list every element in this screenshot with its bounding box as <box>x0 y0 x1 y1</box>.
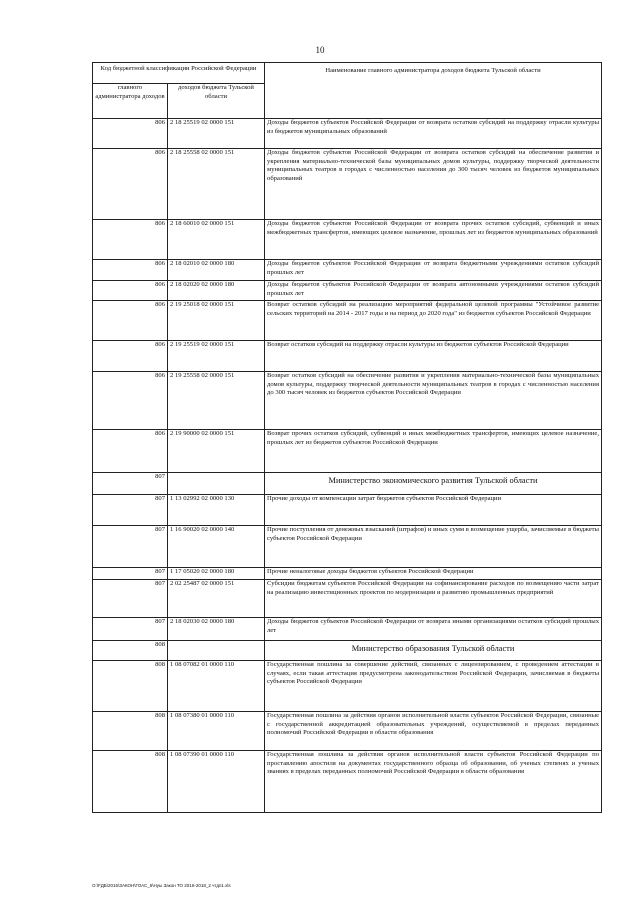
revenue-code-cell: 1 08 07380 01 0000 110 <box>168 712 265 751</box>
admin-code-cell: 806 <box>93 372 168 430</box>
table-row <box>93 618 602 641</box>
revenue-code-cell: 2 02 25487 02 0000 151 <box>168 580 265 618</box>
table-row <box>93 751 602 813</box>
revenue-name-cell: Прочие неналоговые доходы бюджетов субъектов Российской Федерации <box>265 568 602 580</box>
admin-code-cell: 807 <box>93 568 168 580</box>
table-row <box>93 580 602 618</box>
revenue-code-cell: 2 19 25018 02 0000 151 <box>168 301 265 341</box>
header-code: Код бюджетной классификации Российской Федерации <box>93 63 265 84</box>
revenue-code-cell: 1 13 02992 02 0000 130 <box>168 495 265 526</box>
table-row <box>93 220 602 260</box>
admin-code-cell: 806 <box>93 119 168 149</box>
admin-code-cell: 808 <box>93 641 168 661</box>
admin-code-cell: 807 <box>93 580 168 618</box>
admin-code-cell: 806 <box>93 220 168 260</box>
table-row <box>93 372 602 430</box>
admin-code-cell: 807 <box>93 495 168 526</box>
revenue-name-cell: Возврат прочих остатков субсидий, субвенций и иных межбюджетных трансфертов, имеющих целевое назначение, прошлых лет из бюджетов субъектов Российской Федерации <box>265 430 602 473</box>
revenue-name-cell: Доходы бюджетов субъектов Российской Федерации от возврата остатков субсидий на обеспечение развития и укрепления материально-технической базы муниципальных домов культуры, поддержку творческой деятельности муниципальных театров в городах с численностью населения до 300 тысяч человек из бюджетов муниципальных образований <box>265 149 602 220</box>
revenue-name-cell: Доходы бюджетов субъектов Российской Федерации от возврата остатков субсидий на поддержку отрасли культуры из бюджетов муниципальных образований <box>265 119 602 149</box>
revenue-name-cell: Прочие поступления от денежных взысканий (штрафов) и иных сумм в возмещение ущерба, зачисляемые в бюджеты субъектов Российской Федерации <box>265 526 602 568</box>
header-admin: главного администратора доходов <box>93 84 168 119</box>
admin-code-cell: 806 <box>93 260 168 281</box>
table-row <box>93 341 602 372</box>
revenue-name-cell: Министерство экономического развития Тульской области <box>265 473 602 495</box>
section-row <box>93 641 602 661</box>
table-row <box>93 301 602 341</box>
admin-code-cell: 806 <box>93 281 168 301</box>
admin-code-cell: 808 <box>93 661 168 712</box>
table-row <box>93 119 602 149</box>
revenue-code-cell: 2 19 25519 02 0000 151 <box>168 341 265 372</box>
table-row <box>93 568 602 580</box>
revenue-code-cell: 1 17 05020 02 0000 180 <box>168 568 265 580</box>
revenue-code-cell <box>168 641 265 661</box>
admin-code-cell: 806 <box>93 301 168 341</box>
revenue-name-cell: Доходы бюджетов субъектов Российской Федерации от возврата автономными учреждениями остатков субсидий прошлых лет <box>265 281 602 301</box>
admin-code-cell: 808 <box>93 712 168 751</box>
table-row <box>93 495 602 526</box>
revenue-code-cell: 2 18 02010 02 0000 180 <box>168 260 265 281</box>
admin-code-cell: 806 <box>93 149 168 220</box>
revenue-code-cell <box>168 473 265 495</box>
revenue-name-cell: Возврат остатков субсидий на поддержку отрасли культуры из бюджетов субъектов Российской Федерации <box>265 341 602 372</box>
revenue-code-cell: 1 08 07390 01 0000 110 <box>168 751 265 813</box>
revenue-code-cell: 2 18 60010 02 0000 151 <box>168 220 265 260</box>
revenue-code-cell: 2 19 25558 02 0000 151 <box>168 372 265 430</box>
admin-code-cell: 806 <box>93 430 168 473</box>
table-row <box>93 526 602 568</box>
table-row <box>93 430 602 473</box>
revenue-name-cell: Доходы бюджетов субъектов Российской Федерации от возврата бюджетными учреждениями остатков субсидий прошлых лет <box>265 260 602 281</box>
admin-code-cell: 807 <box>93 526 168 568</box>
table-row <box>93 281 602 301</box>
revenue-name-cell: Возврат остатков субсидий на обеспечение развития и укрепления материально-технической базы муниципальных домов культуры, поддержку творческой деятельности муниципальных театров в городах с численностью населения до 300 тысяч человек из бюджетов субъектов Российской Федерации <box>265 372 602 430</box>
admin-code-cell: 807 <box>93 473 168 495</box>
revenue-code-cell: 2 19 90000 02 0000 151 <box>168 430 265 473</box>
revenue-name-cell: Министерство образования Тульской области <box>265 641 602 661</box>
revenue-code-cell: 1 08 07082 01 0000 110 <box>168 661 265 712</box>
revenue-name-cell: Государственная пошлина за совершение действий, связанных с лицензированием, с проведением аттестации в случаях, если такая аттестация предусмотрена законодательством Российской Федерации, зачисляемая в бюджеты субъектов Российской Федерации <box>265 661 602 712</box>
header-revenue: доходов бюджета Тульской области <box>168 84 265 119</box>
revenue-name-cell: Доходы бюджетов субъектов Российской Федерации от возврата иными организациями остатков субсидий прошлых лет <box>265 618 602 641</box>
header-name: Наименование главного администратора доходов бюджета Тульской области <box>265 63 602 119</box>
revenue-classification-table <box>92 62 602 813</box>
revenue-code-cell: 2 18 02030 02 0000 180 <box>168 618 265 641</box>
revenue-name-cell: Прочие доходы от компенсации затрат бюджетов субъектов Российской Федерации <box>265 495 602 526</box>
table-row <box>93 260 602 281</box>
revenue-name-cell: Субсидии бюджетам субъектов Российской Федерации на софинансирование расходов по возмещению части затрат на реализацию инвестиционных проектов по модернизации и развитию промышленных предприятий <box>265 580 602 618</box>
revenue-code-cell: 2 18 02020 02 0000 180 <box>168 281 265 301</box>
page-number: 10 <box>315 45 325 55</box>
table-row <box>93 149 602 220</box>
revenue-code-cell: 1 16 90020 02 0000 140 <box>168 526 265 568</box>
admin-code-cell: 806 <box>93 341 168 372</box>
table-row <box>93 661 602 712</box>
file-path-footer: O:\FДБ\2016\ЗАКОН\ГОАС_5\Нуы Закон ТО 2016-2018_2 чтдп1.xls <box>92 883 231 888</box>
revenue-name-cell: Государственная пошлина за действия органов исполнительной власти субъектов Российской Федерации, связанные с государственной аккредитацией образовательных учреждений, осуществляемой в пределах переданных полномочий Российской Федерации в области образования <box>265 712 602 751</box>
section-row <box>93 473 602 495</box>
table-header-row <box>93 63 602 84</box>
table-body <box>93 119 602 813</box>
revenue-name-cell: Государственная пошлина за действия органов исполнительной власти субъектов Российской Федерации по проставлению апостиля на документах государственного образца об образовании, об ученых степенях и ученых званиях в пределах переданных полномочий Российской Федерации в области образования <box>265 751 602 813</box>
admin-code-cell: 807 <box>93 618 168 641</box>
revenue-name-cell: Доходы бюджетов субъектов Российской Федерации от возврата прочих остатков субсидий, субвенций и иных межбюджетных трансфертов, имеющих целевое назначение, прошлых лет из бюджетов муниципальных образований <box>265 220 602 260</box>
revenue-code-cell: 2 18 25519 02 0000 151 <box>168 119 265 149</box>
revenue-code-cell: 2 18 25558 02 0000 151 <box>168 149 265 220</box>
revenue-name-cell: Возврат остатков субсидий на реализацию мероприятий федеральной целевой программы "Устойчивое развитие сельских территорий на 2014 - 2017 годы и на период до 2020 года" из бюджетов субъектов Российской Федерации <box>265 301 602 341</box>
admin-code-cell: 808 <box>93 751 168 813</box>
table-row <box>93 712 602 751</box>
